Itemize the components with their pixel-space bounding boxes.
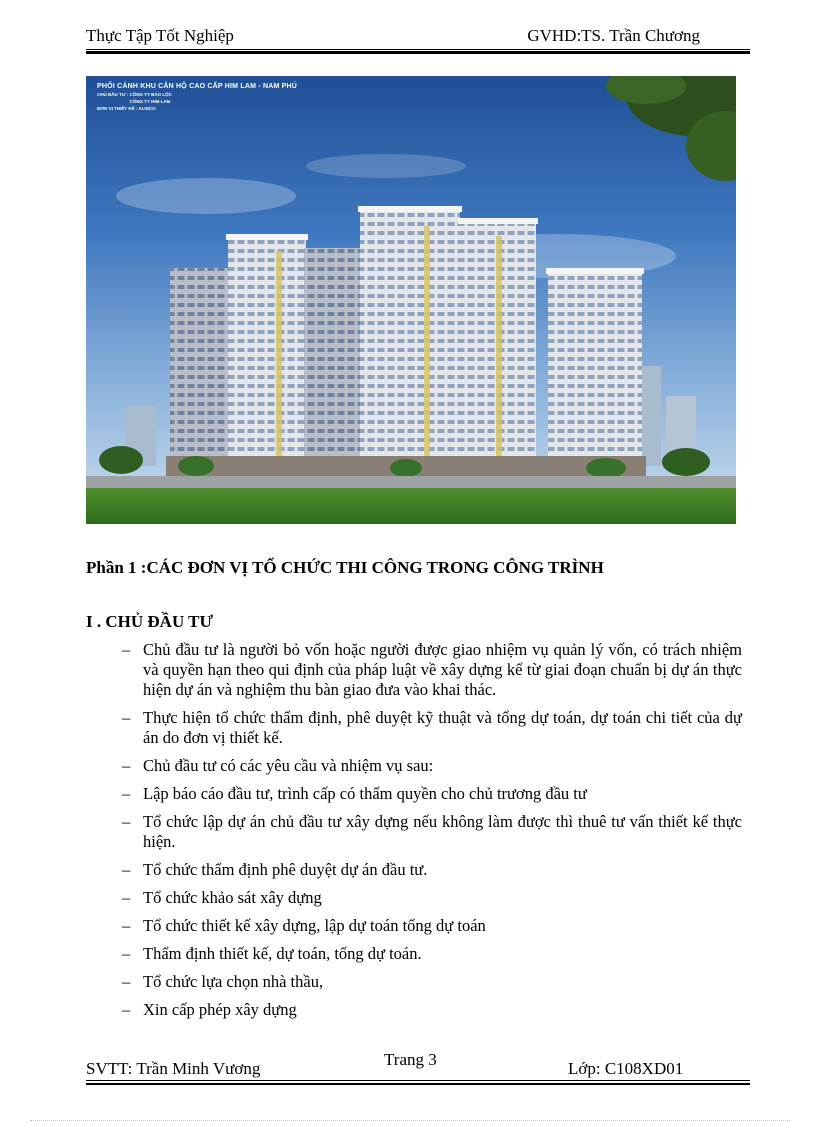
- bullet-marker: –: [122, 860, 131, 879]
- header-rule-thin: [86, 49, 750, 50]
- header-rule-thick: [86, 51, 750, 54]
- list-item-text: Tổ chức khảo sát xây dựng: [143, 888, 322, 907]
- bullet-marker: –: [122, 812, 131, 831]
- list-item: [122, 756, 742, 776]
- image-caption-line: CÔNG TY HIM LAM: [97, 99, 171, 104]
- footer-rule-thin: [86, 1080, 750, 1081]
- heading-investor: I . CHỦ ĐẦU TƯ: [86, 612, 214, 631]
- image-caption-title: PHỐI CẢNH KHU CĂN HỘ CAO CẤP HIM LAM - NAM PHÚ: [97, 83, 298, 90]
- list-item: [122, 916, 742, 936]
- footer-student: SVTT: Trần Minh Vương: [86, 1059, 261, 1078]
- list-item-text: Tổ chức thiết kế xây dựng, lập dự toán tổng dự toán: [143, 916, 486, 935]
- list-item: [122, 708, 742, 748]
- bullet-marker: –: [122, 784, 131, 803]
- list-item-text: Lập báo cáo đầu tư, trình cấp có thẩm quyền cho chủ trương đầu tư: [143, 784, 587, 803]
- footer-rule-thick: [86, 1083, 750, 1085]
- bullet-marker: –: [122, 944, 131, 963]
- list-item-text: Chủ đầu tư là người bỏ vốn hoặc người được giao nhiệm vụ quản lý vốn, có trách nhiệm và quyền hạn theo qui định của pháp luật về xây dựng kể từ giai đoạn chuẩn bị dự án thực hiện dự án và nghiệm thu bàn giao đưa vào khai thác.: [143, 640, 742, 699]
- header-right: GVHD:TS. Trần Chương: [527, 26, 700, 45]
- page-edge-divider: [30, 1120, 790, 1121]
- list-item-text: Thẩm định thiết kế, dự toán, tổng dự toán.: [143, 944, 422, 963]
- image-caption-line: CHỦ ĐẦU TƯ : CÔNG TY BẢO LỘC: [97, 92, 172, 97]
- list-item: [122, 640, 742, 700]
- list-item-text: Tổ chức thẩm định phê duyệt dự án đầu tư.: [143, 860, 428, 879]
- bullet-marker: –: [122, 888, 131, 907]
- footer-class: Lớp: C108XD01: [568, 1059, 684, 1078]
- bullet-marker: –: [122, 756, 131, 775]
- list-item-text: Thực hiện tổ chức thẩm định, phê duyệt kỹ thuật và tổng dự toán, dự toán chi tiết của dự án do đơn vị thiết kế.: [143, 708, 742, 747]
- bullet-marker: –: [122, 972, 131, 991]
- image-caption-line: ĐƠN VỊ THIẾT KẾ : ALINCO: [97, 106, 156, 111]
- bullet-marker: –: [122, 1000, 131, 1019]
- building-rendering-image: [86, 76, 736, 524]
- list-item: [122, 1000, 742, 1020]
- bullet-marker: –: [122, 916, 131, 935]
- investor-duties-list: [122, 640, 742, 1028]
- image-caption: [97, 83, 297, 111]
- list-item: [122, 944, 742, 964]
- list-item-text: Tổ chức lập dự án chủ đầu tư xây dựng nếu không làm được thì thuê tư vấn thiết kế thực hiện.: [143, 812, 742, 851]
- bullet-marker: –: [122, 640, 131, 659]
- list-item: [122, 784, 742, 804]
- list-item: [122, 972, 742, 992]
- list-item: [122, 888, 742, 908]
- page-header: [86, 26, 750, 50]
- list-item: [122, 860, 742, 880]
- footer-page-number: Trang 3: [384, 1050, 437, 1069]
- list-item: [122, 812, 742, 852]
- bullet-marker: –: [122, 708, 131, 727]
- list-item-text: Xin cấp phép xây dựng: [143, 1000, 297, 1019]
- header-left: Thực Tập Tốt Nghiệp: [86, 26, 234, 45]
- list-item-text: Chủ đầu tư có các yêu cầu và nhiệm vụ sau:: [143, 756, 434, 775]
- section-title: Phần 1 :CÁC ĐƠN VỊ TỔ CHỨC THI CÔNG TRONG CÔNG TRÌNH: [86, 558, 604, 577]
- list-item-text: Tổ chức lựa chọn nhà thầu,: [143, 972, 324, 991]
